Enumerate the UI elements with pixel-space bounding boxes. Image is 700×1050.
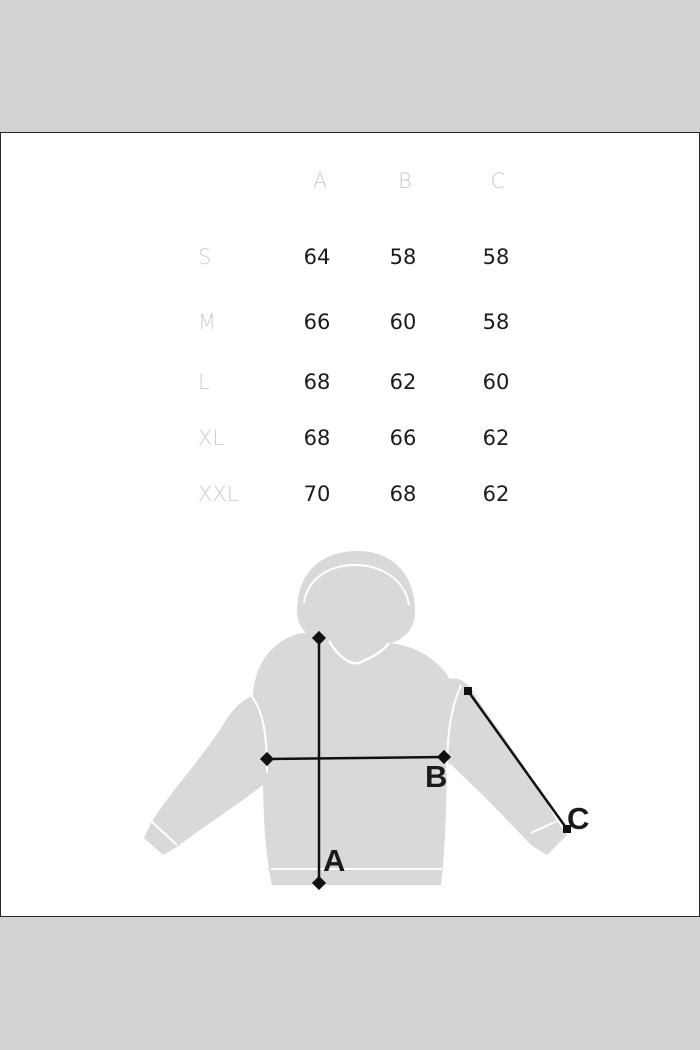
table-cell: 62 bbox=[482, 482, 510, 506]
column-header-b: B bbox=[398, 169, 412, 193]
table-cell: 64 bbox=[303, 245, 331, 269]
table-cell: 62 bbox=[389, 370, 417, 394]
size-label: XL bbox=[198, 426, 225, 450]
table-cell: 70 bbox=[303, 482, 331, 506]
measure-point bbox=[464, 687, 472, 695]
table-cell: 68 bbox=[389, 482, 417, 506]
table-cell: 58 bbox=[482, 310, 510, 334]
table-cell: 60 bbox=[389, 310, 417, 334]
size-chart-card bbox=[0, 132, 700, 917]
table-cell: 66 bbox=[303, 310, 331, 334]
table-cell: 62 bbox=[482, 426, 510, 450]
size-label: XXL bbox=[198, 482, 239, 506]
size-label: S bbox=[198, 245, 212, 269]
table-cell: 58 bbox=[389, 245, 417, 269]
measure-label-a: A bbox=[323, 843, 346, 878]
measure-label-b: B bbox=[425, 759, 448, 794]
column-header-c: C bbox=[490, 169, 506, 193]
hoodie-illustration bbox=[144, 551, 567, 885]
measure-label-c: C bbox=[567, 801, 590, 836]
size-label: L bbox=[198, 370, 210, 394]
table-cell: 58 bbox=[482, 245, 510, 269]
table-cell: 68 bbox=[303, 426, 331, 450]
table-cell: 68 bbox=[303, 370, 331, 394]
hoodie-diagram bbox=[1, 133, 699, 916]
size-label: M bbox=[198, 310, 217, 334]
column-header-a: A bbox=[312, 169, 328, 193]
table-cell: 60 bbox=[482, 370, 510, 394]
table-cell: 66 bbox=[389, 426, 417, 450]
